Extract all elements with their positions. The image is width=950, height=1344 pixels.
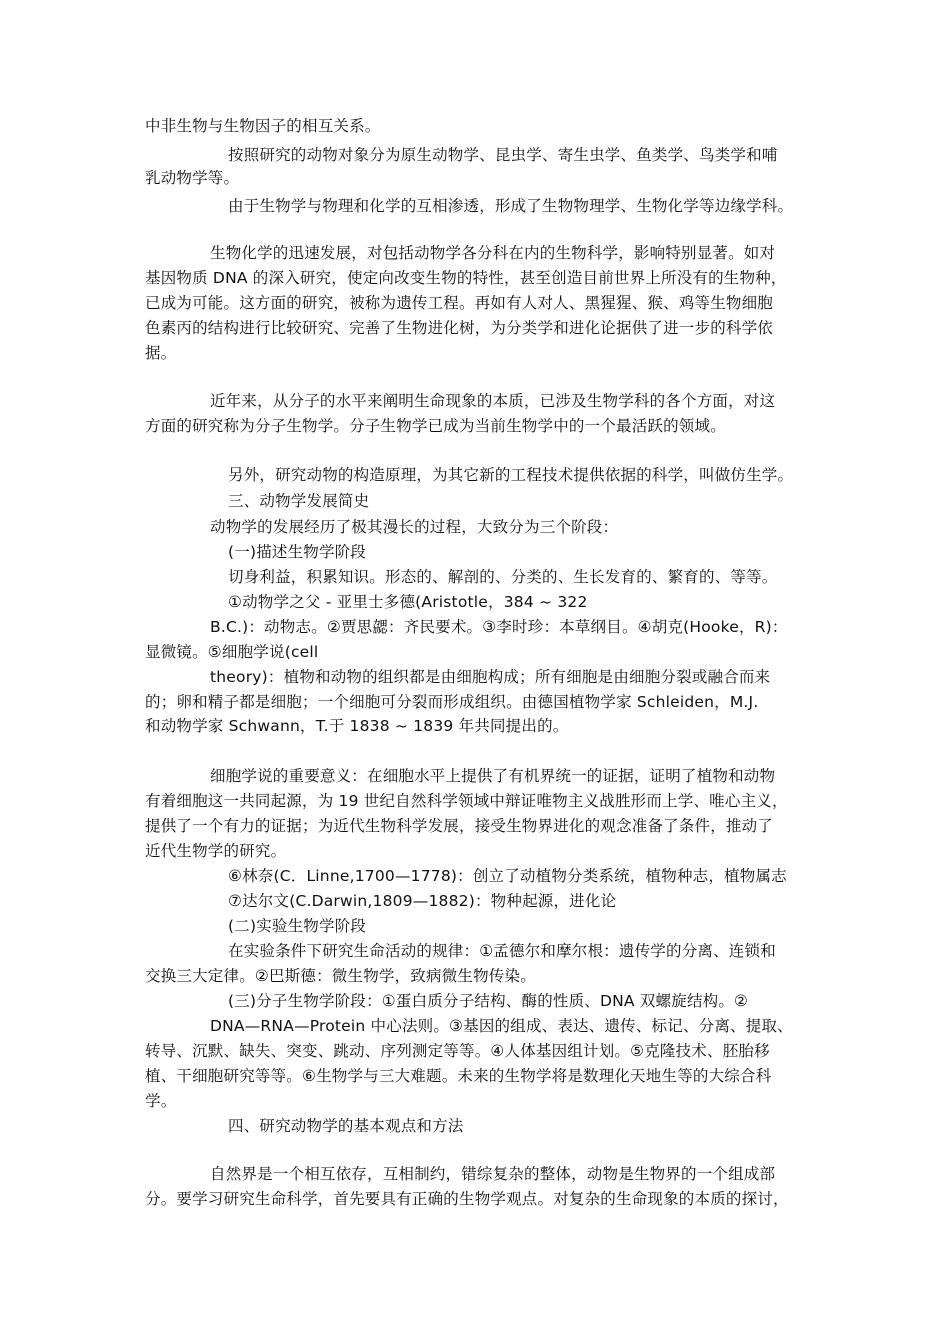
text-line: 在实验条件下研究生命活动的规律：①孟德尔和摩尔根：遗传学的分离、连锁和: [228, 942, 776, 960]
text-line: theory)：植物和动物的组织都是由细胞构成；所有细胞是由细胞分裂或融合而来: [210, 668, 771, 686]
text-line: 基因物质 DNA 的深入研究，使定向改变生物的特性，甚至创造目前世界上所没有的生物种，: [145, 269, 787, 287]
text-line: 据。: [145, 344, 177, 362]
text-line: 方面的研究称为分子生物学。分子生物学已成为当前生物学中的一个最活跃的领域。: [145, 417, 726, 435]
text-line: B.C.)：动物志。②贾思勰：齐民要术。③李时珍：本草纲目。④胡克(Hooke，R)：: [210, 618, 788, 636]
text-line: 中非生物与生物因子的相互关系。: [145, 117, 381, 135]
subsection-heading: (二)实验生物学阶段: [228, 917, 367, 935]
text-line: ⑥林奈(C．Linne,1700—1778)：创立了动植物分类系统，植物种志，植物属志: [228, 867, 787, 885]
text-line: 色素丙的结构进行比较研究、完善了生物进化树，为分类学和进化论据供了进一步的科学依: [145, 319, 774, 337]
subsection-heading: (一)描述生物学阶段: [228, 543, 367, 561]
text-line: 切身利益，积累知识。形态的、解剖的、分类的、生长发育的、繁育的、等等。: [228, 568, 778, 586]
text-line: 由于生物学与物理和化学的互相渗透，形成了生物物理学、生物化学等边缘学科。: [228, 197, 794, 215]
text-line: 植、干细胞研究等等。⑥生物学与三大难题。未来的生物学将是数理化天地生等的大综合科: [145, 1067, 772, 1085]
text-line: ①动物学之父 - 亚里士多德(Aristotle，384 ~ 322: [228, 593, 588, 611]
text-line: 另外，研究动物的构造原理，为其它新的工程技术提供依据的科学，叫做仿生学。: [228, 466, 794, 484]
text-line: 动物学的发展经历了极其漫长的过程，大致分为三个阶段：: [210, 518, 619, 536]
text-line: 细胞学说的重要意义：在细胞水平上提供了有机界统一的证据，证明了植物和动物: [210, 767, 776, 785]
text-line: 分。要学习研究生命科学，首先要具有正确的生物学观点。对复杂的生命现象的本质的探讨，: [145, 1190, 789, 1208]
text-line: 交换三大定律。②巴斯德：微生物学，致病微生物传染。: [145, 967, 536, 985]
text-line: 自然界是一个相互依存，互相制约，错综复杂的整体，动物是生物界的一个组成部: [210, 1165, 776, 1183]
text-line: 的；卵和精子都是细胞；一个细胞可分裂而形成组织。由德国植物学家 Schleiden，M.J.: [145, 693, 759, 711]
text-line: 近年来，从分子的水平来阐明生命现象的本质，已涉及生物学科的各个方面，对这: [210, 392, 776, 410]
text-line: 有着细胞这一共同起源，为 19 世纪自然科学领域中辩证唯物主义战胜形而上学、唯心主义，: [145, 792, 788, 810]
text-line: DNA—RNA—Protein 中心法则。③基因的组成、表达、遗传、标记、分离、提取、: [210, 1017, 793, 1035]
text-line: 生物化学的迅速发展，对包括动物学各分科在内的生物科学，影响特别显著。如对: [210, 244, 776, 262]
text-line: 按照研究的动物对象分为原生动物学、昆虫学、寄生虫学、鱼类学、鸟类学和哺: [228, 146, 778, 164]
text-line: 转导、沉默、缺失、突变、跳动、序列测定等等。④人体基因组计划。⑤克隆技术、胚胎移: [145, 1042, 770, 1060]
section-heading: 三、动物学发展简史: [228, 492, 370, 510]
text-line: 和动物学家 Schwann，T.于 1838 ~ 1839 年共同提出的。: [145, 717, 569, 735]
section-heading: 四、研究动物学的基本观点和方法: [228, 1117, 464, 1135]
text-line: 提供了一个有力的证据；为近代生物科学发展，接受生物界进化的观念准备了条件，推动了: [145, 817, 774, 835]
text-line: 乳动物学等。: [145, 169, 240, 187]
text-line: 已成为可能。这方面的研究，被称为遗传工程。再如有人对人、黑猩猩、猴、鸡等生物细胞: [145, 294, 774, 312]
text-line: 显微镜。⑤细胞学说(cell: [145, 643, 319, 661]
text-line: 学。: [145, 1092, 177, 1110]
text-line: ⑦达尔文(C.Darwin,1809—1882)：物种起源，进化论: [228, 892, 617, 910]
subsection-heading: (三)分子生物学阶段：①蛋白质分子结构、酶的性质、DNA 双螺旋结构。②: [228, 992, 749, 1010]
text-line: 近代生物学的研究。: [145, 842, 287, 860]
